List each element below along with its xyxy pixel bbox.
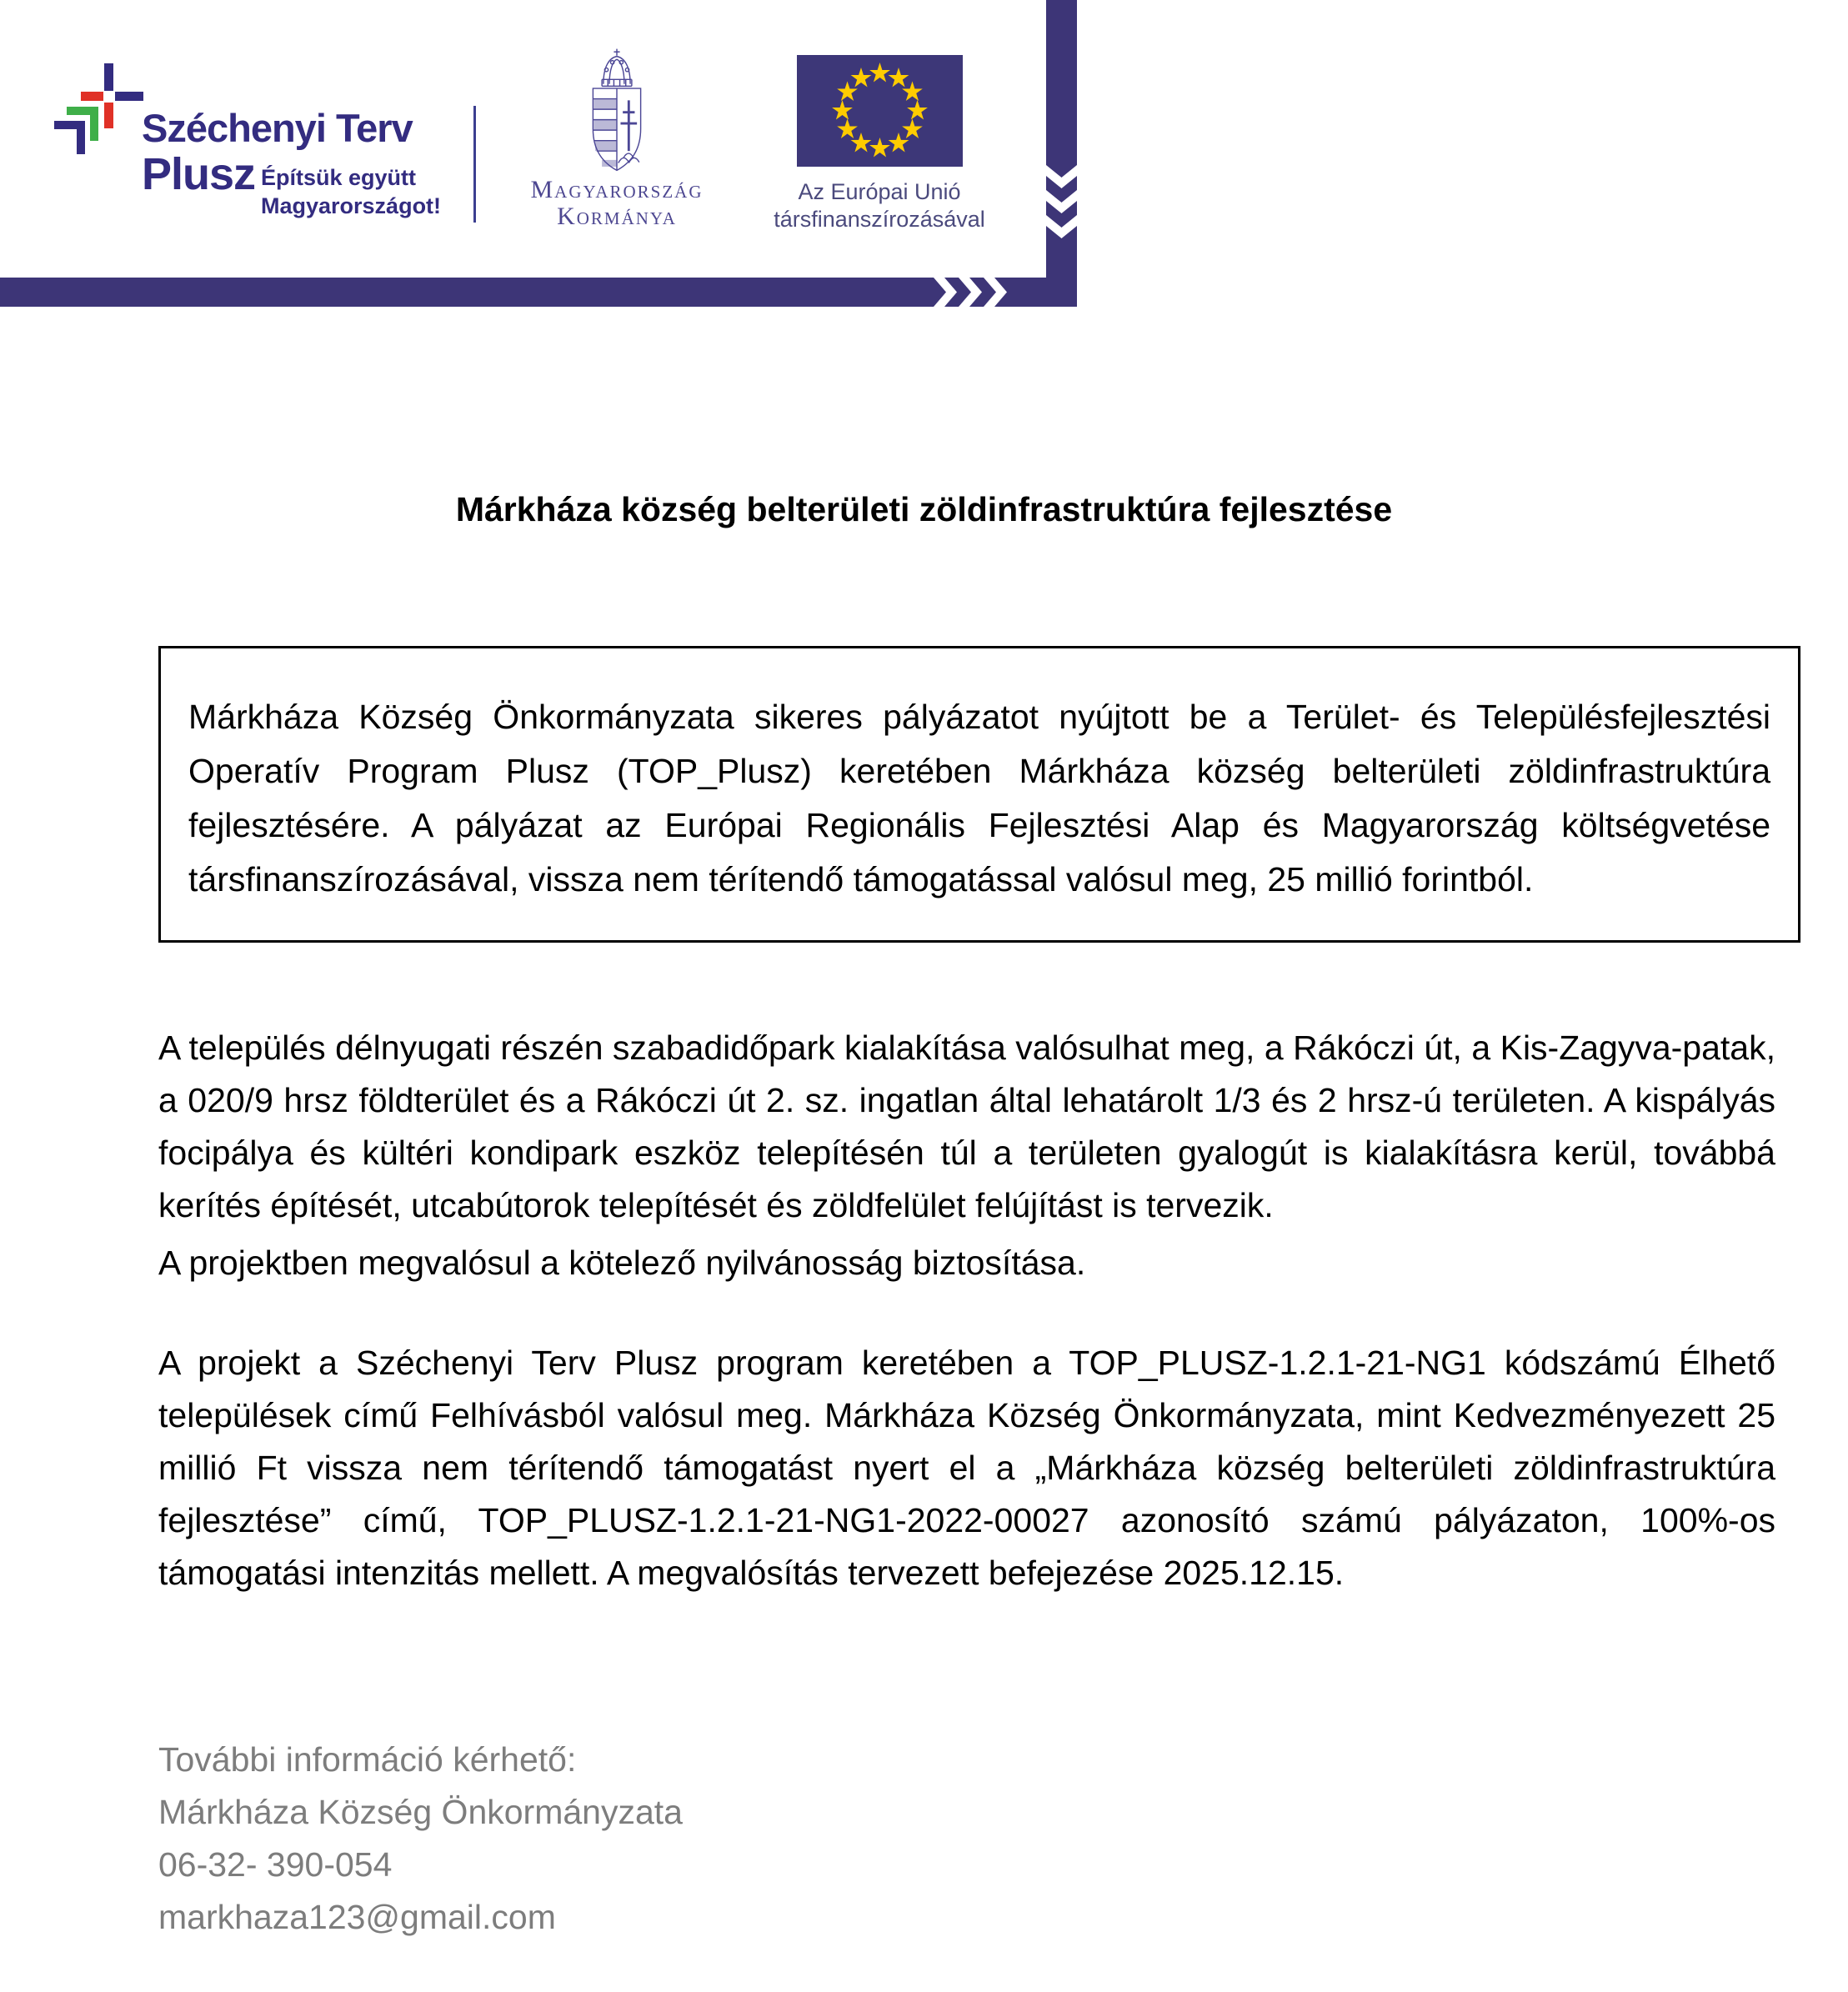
- eu-caption-line2: társfinanszírozásával: [774, 207, 985, 232]
- szechenyi-logo-plusz: Plusz: [142, 149, 256, 199]
- government-label-line2: Kormánya: [557, 203, 677, 230]
- paragraph-project-description: A település délnyugati részén szabadidőpark kialakítása valósulhat meg, a Rákóczi út, a Kis-Zagyva-patak, a 020/9 hrsz földterület és a Rákóczi út 2. sz. ingatlan által lehatárolt 1/3 és 2 hrsz-ú területen. A kispályás focipálya és kültéri kondipark eszköz telepítésén túl a területen gyalogút is kialakításra kerül, továbbá kerítés építését, utcabútorok telepítését és zöldfelület felújítást is tervezik.: [158, 1029, 1775, 1224]
- contact-phone: 06-32- 390-054: [158, 1845, 393, 1884]
- contact-info: [158, 1734, 683, 1944]
- highlight-box: [158, 646, 1800, 943]
- contact-email: markhaza123@gmail.com: [158, 1898, 556, 1936]
- chevron-banner: [0, 0, 1848, 317]
- szechenyi-tagline-line1: Építsük együtt: [261, 165, 417, 190]
- contact-heading: További információ kérhető:: [158, 1740, 577, 1779]
- page-title: Márkháza község belterületi zöldinfrastruktúra fejlesztése: [455, 490, 1393, 528]
- paragraph-funding-details: A projekt a Széchenyi Terv Plusz program keretében a TOP_PLUSZ-1.2.1-21-NG1 kódszámú Élhető települések című Felhívásból valósul meg. Márkháza Község Önkormányzata, mint Kedvezményezett 25 millió Ft vissza nem térítendő támogatást nyert el a „Márkháza község belterületi zöldinfrastruktúra fejlesztése” című, TOP_PLUSZ-1.2.1-21-NG1-2022-00027 azonosító számú pályázaton, 100%-os támogatási intenzitás mellett. A megvalósítás tervezett befejezése 2025.12.15.: [158, 1344, 1775, 1592]
- highlight-box-text: Márkháza Község Önkormányzata sikeres pályázatot nyújtott be a Terület- és Településfejlesztési Operatív Program Plusz (TOP_Plusz) keretében Márkháza község belterületi zöldinfrastruktúra fejlesztésére. A pályázat az Európai Regionális Fejlesztési Alap és Magyarország költségvetése társfinanszírozásával, vissza nem térítendő támogatással valósul meg, 25 millió forintból.: [188, 698, 1770, 898]
- contact-organization: Márkháza Község Önkormányzata: [158, 1793, 683, 1831]
- eu-caption-line1: Az Európai Unió: [798, 179, 961, 204]
- szechenyi-logo-name: Széchenyi Terv: [142, 106, 413, 150]
- szechenyi-tagline-line2: Magyarországot!: [261, 193, 442, 218]
- paragraph-publicity: A projektben megvalósul a kötelező nyilvánosság biztosítása.: [158, 1244, 1086, 1282]
- government-label-line1: Magyarország: [530, 176, 704, 203]
